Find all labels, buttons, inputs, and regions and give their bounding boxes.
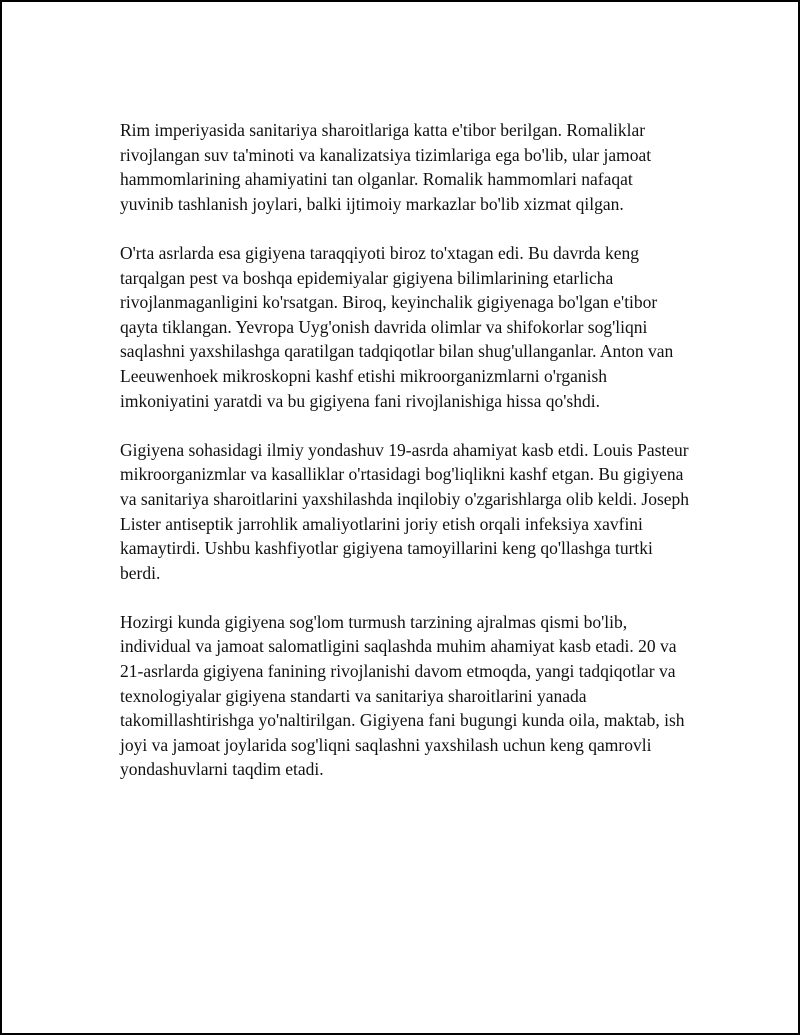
paragraph-modern-day: Hozirgi kunda gigiyena sog'lom turmush tarzining ajralmas qismi bo'lib, individual va jamoat salomatligini saqlashda muhim ahamiyat kasb etadi. 20 va 21-asrlarda gigiyena fanining rivojlanishi davom etmoqda, yangi tadqiqotlar va texnologiyalar gigiyena standarti va sanitariya sharoitlarini yanada takomillashtirishga yo'naltirilgan. Gigiyena fani bugungi kunda oila, maktab, ish joyi va jamoat joylarida sog'liqni saqlashni yaxshilash uchun keng qamrovli yondashuvlarni taqdim etadi. — [120, 611, 685, 780]
paragraph-19th-century: Gigiyena sohasidagi ilmiy yondashuv 19-asrda ahamiyat kasb etdi. Louis Pasteur mikroorganizmlar va kasalliklar o'rtasidagi bog'liqlikni kashf etgan. Bu gigiyena va sanitariya sharoitlarini yaxshilashda inqilobiy o'zgarishlarga olib keldi. Joseph Lister antiseptik jarrohlik amaliyotlarini joriy etish orqali infeksiya xavfini kamaytirdi. Ushbu kashfiyotlar gigiyena tamoyillarini keng qo'llashga turtki berdi. — [120, 439, 690, 583]
paragraph-middle-ages: O'rta asrlarda esa gigiyena taraqqiyoti biroz to'xtagan edi. Bu davrda keng tarqalgan pest va boshqa epidemiyalar gigiyena bilimlarining etarlicha rivojlanmaganligini ko'rsatgan. Biroq, keyinchalik gigiyenaga bo'lgan e'tibor qayta tiklangan. Yevropa Uyg'onish davrida olimlar va shifokorlar sog'liqni saqlashni yaxshilashga qaratilgan tadqiqotlar bilan shug'ullanganlar. Anton van Leeuwenhoek mikroskopni kashf etishi mikroorganizmlarni o'rganish imkoniyatini yaratdi va bu gigiyena fani rivojlanishiga hissa qo'shdi. — [120, 242, 674, 411]
paragraph-roman-empire: Rim imperiyasida sanitariya sharoitlariga katta e'tibor berilgan. Romaliklar rivojlangan suv ta'minoti va kanalizatsiya tizimlariga ega bo'lib, ular jamoat hammomlarining ahamiyatini tan olganlar. Romalik hammomlari nafaqat yuvinib tashlanish joylari, balki ijtimoiy markazlar bo'lib xizmat qilgan. — [120, 120, 652, 214]
document-body — [120, 118, 690, 807]
